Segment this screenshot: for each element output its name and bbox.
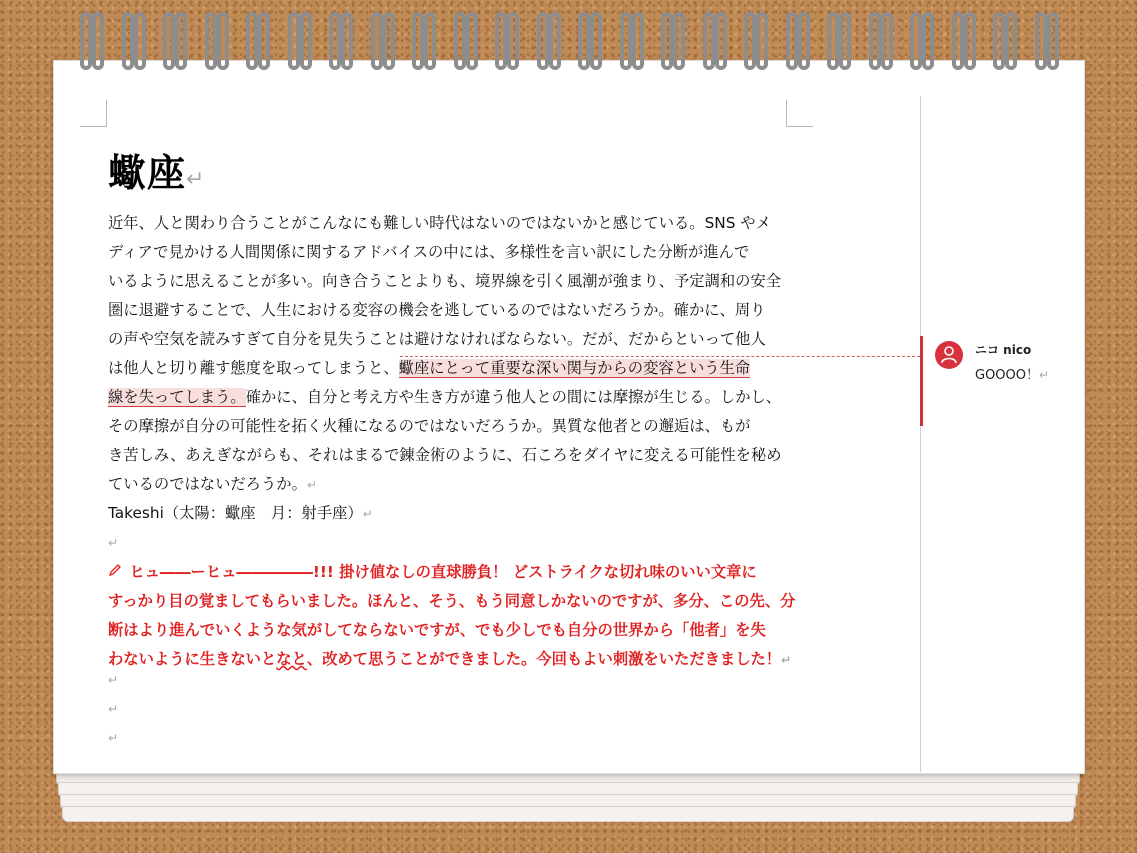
reply-line: 断はより進んでいくような気がしてならないですが、でも少しでも自分の世界から「他者」を失 bbox=[108, 621, 766, 639]
commented-text-highlight[interactable]: 線を失ってしまう。 bbox=[108, 388, 246, 406]
empty-line bbox=[108, 528, 788, 557]
body-line: いるように思えることが多い。向き合うことよりも、境界線を引く風潮が強まり、予定調和の安全 bbox=[108, 272, 782, 290]
binding-ring bbox=[134, 12, 146, 70]
reply-line: すっかり目の覚ましてもらいました。ほんと、そう、もう同意しかないのですが、多分、この先、分 bbox=[108, 592, 796, 610]
paragraph-mark: ↵ bbox=[108, 673, 119, 687]
reply-text: ヒュ――ーヒュ―――――!!! 掛け値なしの直球勝負！ どストライクな切れ味のいい文章に bbox=[129, 563, 757, 581]
binding-ring bbox=[590, 12, 602, 70]
binding-ring bbox=[703, 12, 715, 70]
binding-ring bbox=[92, 12, 104, 70]
binding-ring bbox=[1005, 12, 1017, 70]
binding-ring bbox=[715, 12, 727, 70]
binding-ring bbox=[549, 12, 561, 70]
binding-ring bbox=[1047, 12, 1059, 70]
paragraph-mark: ↵ bbox=[362, 507, 373, 521]
body-text-segment: 確かに、自分と考え方や生き方が違う他人との間には摩擦が生じる。しかし、 bbox=[245, 388, 782, 406]
paragraph-mark: ↵ bbox=[781, 653, 792, 667]
binding-ring bbox=[869, 12, 881, 70]
reply-line bbox=[108, 645, 798, 674]
binding-ring bbox=[661, 12, 673, 70]
binding-ring bbox=[424, 12, 436, 70]
paragraph-mark: ↵ bbox=[108, 702, 119, 716]
body-line: その摩擦が自分の可能性を拓く火種になるのではないだろうか。異質な他者との邂逅は、もが bbox=[108, 417, 751, 435]
comment-balloon[interactable] bbox=[920, 336, 1078, 426]
pencil-icon bbox=[108, 558, 124, 587]
comment-connector-line bbox=[400, 356, 920, 357]
binding-ring bbox=[217, 12, 229, 70]
body-text-segment: ているのではないだろうか。 bbox=[108, 475, 307, 493]
comment-author: ニコ nico bbox=[975, 343, 1032, 357]
paragraph-mark: ↵ bbox=[108, 536, 119, 550]
binding-ring bbox=[922, 12, 934, 70]
binding-ring bbox=[881, 12, 893, 70]
binding-ring bbox=[246, 12, 258, 70]
binding-ring bbox=[578, 12, 590, 70]
comment-text[interactable] bbox=[975, 364, 1049, 383]
body-line: の声や空気を読みすぎて自分を見失うことは避けなければならない。だが、だからといって他人 bbox=[108, 330, 766, 348]
binding-ring bbox=[537, 12, 549, 70]
binding-ring bbox=[300, 12, 312, 70]
spellcheck-underline[interactable]: なと bbox=[276, 650, 307, 668]
body-line bbox=[108, 383, 788, 412]
body-line bbox=[108, 470, 788, 499]
document-title[interactable] bbox=[108, 142, 205, 197]
body-line: き苦しみ、あえぎながらも、それはまるで錬金術のように、石ころをダイヤに変える可能性を秘め bbox=[108, 446, 782, 464]
binding-ring bbox=[744, 12, 756, 70]
title-text: 蠍座 bbox=[108, 151, 187, 195]
binding-ring bbox=[632, 12, 644, 70]
binding-ring bbox=[466, 12, 478, 70]
binding-ring bbox=[964, 12, 976, 70]
binding-ring bbox=[122, 12, 134, 70]
binding-ring bbox=[507, 12, 519, 70]
reply-comment-text[interactable] bbox=[108, 558, 798, 674]
binding-ring bbox=[495, 12, 507, 70]
paragraph-mark: ↵ bbox=[108, 731, 119, 745]
binding-ring bbox=[80, 12, 92, 70]
binding-ring bbox=[620, 12, 632, 70]
essay-body[interactable] bbox=[108, 209, 788, 557]
binding-ring bbox=[288, 12, 300, 70]
user-avatar-icon bbox=[935, 341, 963, 369]
binding-ring bbox=[454, 12, 466, 70]
body-line: ディアで見かける人間関係に関するアドバイスの中には、多様性を言い訳にした分断が進んで bbox=[108, 243, 750, 261]
binding-ring bbox=[786, 12, 798, 70]
binding-ring bbox=[839, 12, 851, 70]
binding-ring bbox=[258, 12, 270, 70]
signature-line bbox=[108, 499, 788, 528]
reply-text: わないように生きないと bbox=[108, 650, 277, 668]
binding-ring bbox=[383, 12, 395, 70]
binding-ring bbox=[163, 12, 175, 70]
paragraph-mark: ↵ bbox=[1039, 368, 1050, 382]
body-line bbox=[108, 354, 788, 383]
paragraph-mark: ↵ bbox=[306, 478, 317, 492]
binding-ring bbox=[993, 12, 1005, 70]
binding-ring bbox=[412, 12, 424, 70]
binding-ring bbox=[175, 12, 187, 70]
paragraph-mark: ↵ bbox=[186, 167, 206, 192]
binding-ring bbox=[673, 12, 685, 70]
spiral-binding bbox=[80, 12, 1060, 82]
body-line: 近年、人と関わり合うことがこんなにも難しい時代はないのではないかと感じている。SNS やメ bbox=[108, 214, 771, 232]
comment-body: GOOOO！ bbox=[975, 368, 1040, 383]
binding-ring bbox=[1035, 12, 1047, 70]
binding-ring bbox=[798, 12, 810, 70]
reply-text: 、改めて思うことができました。今回もよい刺激をいただきました！ bbox=[306, 650, 782, 668]
binding-ring bbox=[827, 12, 839, 70]
signature: Takeshi（太陽：蠍座 月：射手座） bbox=[108, 504, 363, 522]
margin-corner-mark bbox=[80, 100, 107, 127]
binding-ring bbox=[910, 12, 922, 70]
comment-margin-pane bbox=[920, 96, 1081, 772]
body-line: 圏に退避することで、人生における変容の機会を逃しているのではないだろうか。確かに、周り bbox=[108, 301, 766, 319]
margin-corner-mark bbox=[786, 100, 813, 127]
empty-paragraphs bbox=[108, 673, 118, 760]
binding-ring bbox=[952, 12, 964, 70]
commented-text-highlight[interactable]: 蠍座にとって重要な深い関与からの変容という生命 bbox=[398, 359, 751, 377]
binding-ring bbox=[341, 12, 353, 70]
binding-ring bbox=[371, 12, 383, 70]
binding-ring bbox=[205, 12, 217, 70]
binding-ring bbox=[329, 12, 341, 70]
binding-ring bbox=[756, 12, 768, 70]
body-text-segment: は他人と切り離す態度を取ってしまうと、 bbox=[108, 359, 399, 377]
reply-line bbox=[108, 558, 798, 587]
